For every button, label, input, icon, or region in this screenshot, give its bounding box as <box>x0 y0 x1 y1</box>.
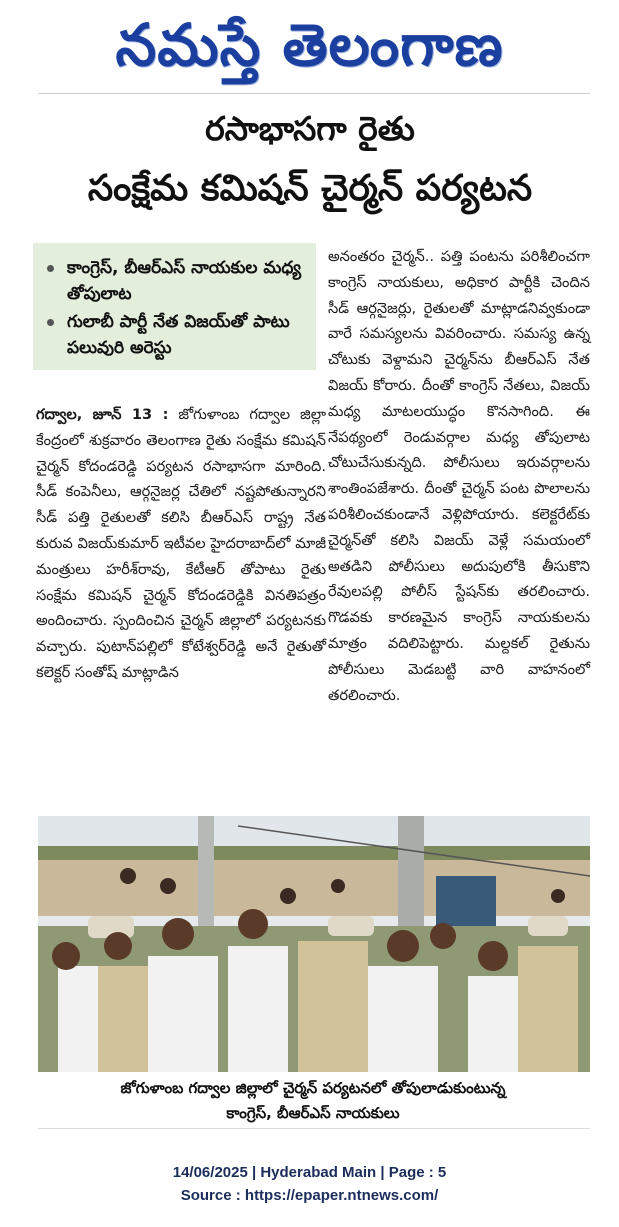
summary-bullet-text: గులాబీ పార్టీ నేత విజయ్‌తో పాటు పలువురి అరెస్టు <box>67 312 290 358</box>
news-photo-illustration <box>38 816 590 1072</box>
photo-caption-line-2: కాంగ్రెస్, బీఆర్ఎస్ నాయకులు <box>226 1104 400 1122</box>
news-photo <box>38 816 590 1072</box>
article-column-left <box>36 402 326 686</box>
headline-line-1: రసాభాసగా రైతు <box>205 109 415 148</box>
footer-source-link[interactable]: Source : https://epaper.ntnews.com/ <box>180 1187 439 1204</box>
footer-edition-info: 14/06/2025 | Hyderabad Main | Page : 5 <box>172 1164 447 1181</box>
article-column-right <box>328 244 590 708</box>
bullet-icon <box>47 265 54 272</box>
summary-bullet <box>47 309 317 361</box>
masthead-divider <box>38 93 590 94</box>
photo-caption-line-1: జోగుళాంబ గద్వాల జిల్లాలో చైర్మన్ పర్యటనలో తోపులాడుకుంటున్న <box>120 1079 506 1097</box>
article-paragraph-right: అనంతరం చైర్మన్.. పత్తి పంటను పరిశీలించగా కాంగ్రెస్ నాయకులు, అధికార పార్టీకి చెందిన సీడ్ ఆర్గనైజర్లు, రైతులతో మాట్లాడనివ్వకుండా వారే సమస్యలను వివరించారు. సమస్య ఉన్న చోటుకు వెళ్దామని చైర్మన్‌ను బీఆర్ఎస్ నేత విజయ్ కోరారు. దీంతో కాంగ్రెస్ నేతలు, విజయ్ మధ్య మాటలయుద్ధం కొనసాగింది. ఈ నేపథ్యంలో రెండువర్గాల మధ్య తోపులాట చోటుచేసుకున్నది. పోలీసులు ఇరువర్గాలను శాంతింపజేశారు. దీంతో చైర్మన్ పంట పొలాలను పరిశీలించకుండానే వెళ్లిపోయారు. కలెక్టరేట్‌కు చైర్మన్‌తో కలిసి విజయ్ వెళ్లే సమయంలో అతడిని పోలీసులు అదుపులోకి తీసుకొని రేవులపల్లి పోలీస్ స్టేషన్‌కు తరలించారు. గొడవకు కారణమైన కాంగ్రెస్ నాయకులను మాత్రం వదిలిపెట్టారు. మల్దకల్ రైతును పోలీసులు మెడబట్టి వారి వాహనంలో తరలించారు. <box>328 248 590 704</box>
article-dateline: గద్వాల, జూన్ 13 : <box>36 406 169 423</box>
article-paragraph-left <box>36 402 326 686</box>
summary-bullet <box>47 255 317 307</box>
article-body-left: జోగుళాంబ గద్వాల జిల్లా కేంద్రంలో శుక్రవారం తెలంగాణ రైతు సంక్షేమ కమిషన్ చైర్మన్ కోదండరెడ్డి పర్యటన రసాభాసగా మారింది. సీడ్ కంపెనీలు, ఆర్గనైజర్ల చేతిలో నష్టపోతున్నారని సీడ్ పత్తి రైతులతో కలిసి బీఆర్ఎస్ రాష్ట్ర నేత కురువ విజయ్‌కుమార్ ఇటీవల హైదరాబాద్‌లో మాజీ మంత్రులు హరీశ్‌రావు, కేటీఆర్ తోపాటు రైతు సంక్షేమ కమిషన్ చైర్మన్ కోదండరెడ్డికి వినతిపత్రం అందించారు. స్పందించిన చైర్మన్ జిల్లాలో పర్యటనకు వచ్చారు. పుటాన్‌పల్లిలో కోటేశ్వర్‌రెడ్డి అనే రైతుతో కలెక్టర్ సంతోష్ మాట్లాడిన <box>36 406 327 681</box>
newspaper-masthead <box>0 0 619 92</box>
headline-line-2: సంక్షేమ కమిషన్ చైర్మన్ పర్యటన <box>87 168 533 209</box>
summary-box <box>33 243 316 370</box>
bullet-icon <box>47 319 54 326</box>
masthead-title: నమస్తే తెలంగాణ <box>115 11 504 79</box>
footer-divider <box>38 1128 590 1129</box>
summary-bullet-text: కాంగ్రెస్, బీఆర్ఎస్ నాయకుల మధ్య తోపులాట <box>67 258 301 304</box>
photo-caption <box>36 1076 590 1126</box>
